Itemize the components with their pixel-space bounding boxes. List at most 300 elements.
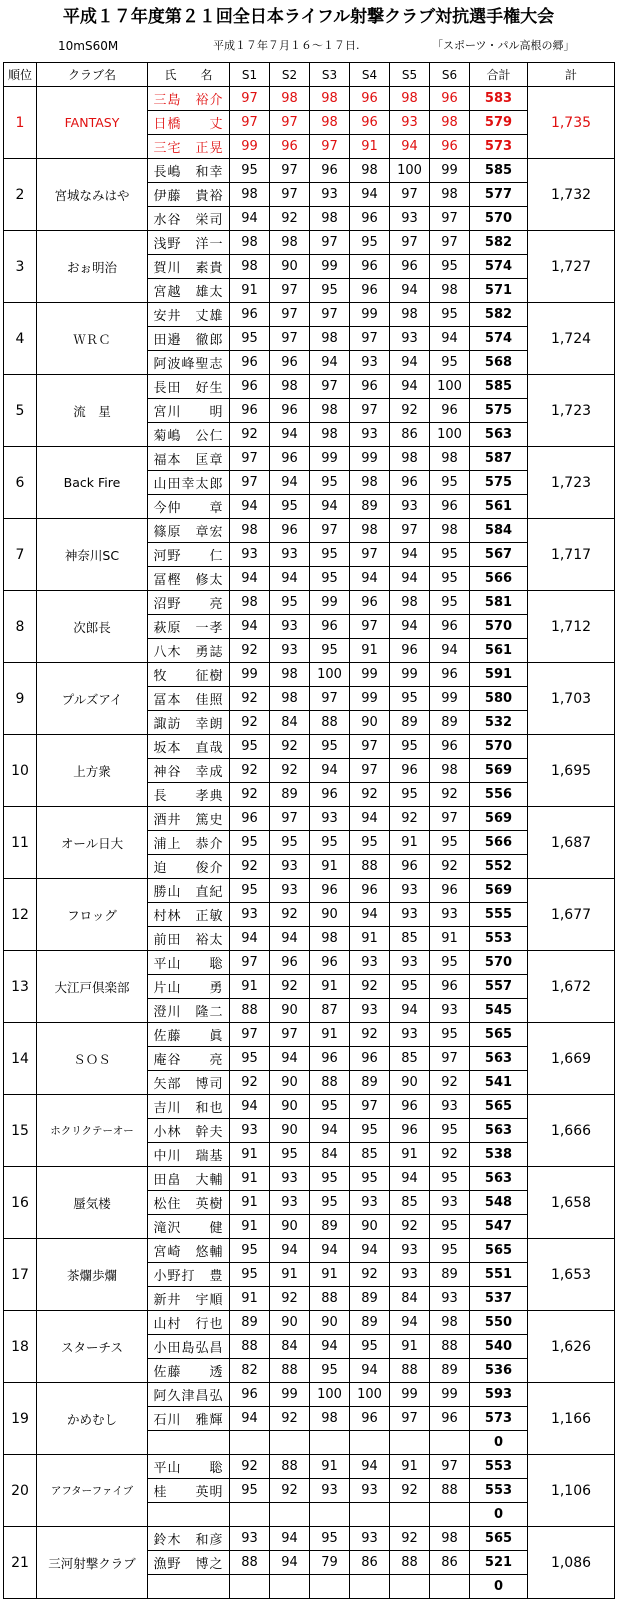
score-s3-cell: 95 (310, 1167, 350, 1191)
player-name-cell: 沼野 亮 (148, 591, 230, 615)
club-name-cell: 次郎長 (37, 591, 148, 663)
score-s4-cell: 94 (350, 183, 390, 207)
score-s5-cell (390, 1503, 430, 1527)
score-s5-cell: 94 (390, 279, 430, 303)
header-total: 合計 (470, 63, 528, 87)
table-row (4, 1311, 615, 1335)
score-s5-cell: 94 (390, 1311, 430, 1335)
score-s5-cell: 93 (390, 111, 430, 135)
score-s5-cell: 91 (390, 1455, 430, 1479)
rank-cell: 2 (4, 159, 37, 231)
club-name-cell: 蜃気楼 (37, 1167, 148, 1239)
score-s3-cell: 96 (310, 879, 350, 903)
player-total-cell: 574 (470, 255, 528, 279)
score-s6-cell: 93 (430, 1191, 470, 1215)
score-s6-cell: 95 (430, 351, 470, 375)
club-name-cell: 宮城なみはや (37, 159, 148, 231)
club-name-cell: ホクリクテーオー (37, 1095, 148, 1167)
player-name-cell: 桂 英明 (148, 1479, 230, 1503)
score-s3-cell: 98 (310, 927, 350, 951)
score-s5-cell: 97 (390, 1407, 430, 1431)
score-s1-cell: 98 (230, 231, 270, 255)
score-s4-cell: 95 (350, 231, 390, 255)
score-s1-cell: 91 (230, 1191, 270, 1215)
score-s1-cell (230, 1503, 270, 1527)
club-grand-total-cell: 1,653 (528, 1239, 615, 1311)
player-name-cell: 前田 裕太 (148, 927, 230, 951)
score-s1-cell: 92 (230, 423, 270, 447)
score-s1-cell: 97 (230, 471, 270, 495)
score-s1-cell: 91 (230, 279, 270, 303)
score-s1-cell: 95 (230, 327, 270, 351)
score-s3-cell: 97 (310, 375, 350, 399)
score-s3-cell: 79 (310, 1551, 350, 1575)
score-s4-cell: 97 (350, 759, 390, 783)
score-s1-cell: 98 (230, 255, 270, 279)
player-total-cell: 563 (470, 1167, 528, 1191)
score-s1-cell: 92 (230, 855, 270, 879)
score-s3-cell: 90 (310, 1311, 350, 1335)
score-s3-cell: 96 (310, 951, 350, 975)
club-name-cell: FANTASY (37, 87, 148, 159)
score-s2-cell: 95 (270, 1143, 310, 1167)
score-s1-cell: 97 (230, 951, 270, 975)
score-s3-cell: 98 (310, 111, 350, 135)
score-s6-cell: 98 (430, 1311, 470, 1335)
score-s1-cell: 95 (230, 831, 270, 855)
player-name-cell: 冨樫 修太 (148, 567, 230, 591)
score-s4-cell: 89 (350, 495, 390, 519)
score-s1-cell: 94 (230, 615, 270, 639)
score-s1-cell (230, 1431, 270, 1455)
score-s6-cell: 97 (430, 1047, 470, 1071)
player-total-cell: 553 (470, 927, 528, 951)
score-s1-cell: 92 (230, 639, 270, 663)
score-s3-cell: 91 (310, 975, 350, 999)
score-s2-cell: 90 (270, 1215, 310, 1239)
score-s1-cell: 96 (230, 375, 270, 399)
score-s6-cell: 96 (430, 735, 470, 759)
rank-cell: 12 (4, 879, 37, 951)
score-s6-cell: 89 (430, 711, 470, 735)
score-s2-cell: 92 (270, 1287, 310, 1311)
club-grand-total-cell: 1,687 (528, 807, 615, 879)
score-s4-cell: 94 (350, 567, 390, 591)
score-s3-cell: 93 (310, 807, 350, 831)
header-club: クラブ名 (37, 63, 148, 87)
score-s1-cell: 88 (230, 1551, 270, 1575)
score-s3-cell: 95 (310, 471, 350, 495)
score-s4-cell: 95 (350, 1335, 390, 1359)
club-grand-total-cell: 1,717 (528, 519, 615, 591)
table-row (4, 375, 615, 399)
score-s5-cell: 96 (390, 255, 430, 279)
score-s4-cell (350, 1503, 390, 1527)
score-s6-cell: 96 (430, 615, 470, 639)
score-s3-cell: 89 (310, 1215, 350, 1239)
score-s2-cell: 93 (270, 543, 310, 567)
score-s4-cell: 99 (350, 687, 390, 711)
score-s2-cell: 93 (270, 855, 310, 879)
rank-cell: 14 (4, 1023, 37, 1095)
club-name-cell: アフターファイブ (37, 1455, 148, 1527)
score-s5-cell: 85 (390, 1191, 430, 1215)
score-s3-cell: 88 (310, 711, 350, 735)
score-s1-cell: 99 (230, 135, 270, 159)
score-s1-cell: 92 (230, 687, 270, 711)
table-row (4, 1239, 615, 1263)
table-row (4, 1527, 615, 1551)
player-name-cell: 浅野 洋一 (148, 231, 230, 255)
rank-cell: 1 (4, 87, 37, 159)
score-s1-cell: 98 (230, 183, 270, 207)
score-s5-cell: 89 (390, 711, 430, 735)
score-s3-cell: 95 (310, 1527, 350, 1551)
player-total-cell: 575 (470, 471, 528, 495)
player-name-cell: 田畠 大輔 (148, 1167, 230, 1191)
score-s6-cell: 96 (430, 879, 470, 903)
score-s5-cell: 96 (390, 759, 430, 783)
player-name-cell: 平山 聡 (148, 1455, 230, 1479)
player-name-cell: 萩原 一孝 (148, 615, 230, 639)
event-dates: 平成１７年７月１６～１７日. (213, 39, 360, 52)
score-s3-cell: 88 (310, 1287, 350, 1311)
rank-cell: 3 (4, 231, 37, 303)
score-s3-cell: 95 (310, 1359, 350, 1383)
score-s4-cell: 96 (350, 1407, 390, 1431)
score-s4-cell: 91 (350, 639, 390, 663)
score-s1-cell: 91 (230, 1167, 270, 1191)
score-s2-cell: 98 (270, 231, 310, 255)
score-s1-cell: 92 (230, 1071, 270, 1095)
score-s4-cell: 92 (350, 783, 390, 807)
score-s5-cell: 86 (390, 423, 430, 447)
player-name-cell: 牧 征樹 (148, 663, 230, 687)
club-grand-total-cell: 1,723 (528, 375, 615, 447)
score-s3-cell: 84 (310, 1143, 350, 1167)
player-total-cell: 555 (470, 903, 528, 927)
score-s3-cell: 94 (310, 1119, 350, 1143)
score-s2-cell: 90 (270, 1119, 310, 1143)
player-total-cell: 566 (470, 567, 528, 591)
score-s4-cell: 96 (350, 255, 390, 279)
score-s3-cell: 97 (310, 231, 350, 255)
player-name-cell: 篠原 章宏 (148, 519, 230, 543)
header-grand: 計 (528, 63, 615, 87)
header-row (4, 63, 615, 87)
score-s5-cell: 98 (390, 303, 430, 327)
score-s2-cell: 93 (270, 879, 310, 903)
club-grand-total-cell: 1,672 (528, 951, 615, 1023)
club-name-cell: ＷＲＣ (37, 303, 148, 375)
club-name-cell: 茶爛歩爛 (37, 1239, 148, 1311)
score-s3-cell: 96 (310, 1047, 350, 1071)
score-s5-cell: 93 (390, 1239, 430, 1263)
score-s6-cell: 100 (430, 423, 470, 447)
score-s5-cell: 94 (390, 351, 430, 375)
score-s5-cell: 91 (390, 831, 430, 855)
score-s1-cell: 95 (230, 1239, 270, 1263)
score-s2-cell (270, 1575, 310, 1599)
score-s4-cell: 99 (350, 447, 390, 471)
score-s2-cell: 94 (270, 1047, 310, 1071)
score-s2-cell: 92 (270, 759, 310, 783)
club-name-cell: Back Fire (37, 447, 148, 519)
score-s2-cell: 94 (270, 1551, 310, 1575)
score-s3-cell: 95 (310, 279, 350, 303)
score-s4-cell: 92 (350, 1263, 390, 1287)
score-s5-cell: 96 (390, 1095, 430, 1119)
score-s2-cell: 97 (270, 159, 310, 183)
player-name-cell: 浦上 恭介 (148, 831, 230, 855)
player-name-cell: 酒井 篤史 (148, 807, 230, 831)
table-row (4, 87, 615, 111)
club-name-cell: おぉ明治 (37, 231, 148, 303)
score-s6-cell: 94 (430, 327, 470, 351)
player-name-cell: 小野打 豊 (148, 1263, 230, 1287)
score-s4-cell: 97 (350, 735, 390, 759)
score-s4-cell: 92 (350, 1023, 390, 1047)
score-s4-cell: 86 (350, 1551, 390, 1575)
player-total-cell: 585 (470, 159, 528, 183)
club-grand-total-cell: 1,703 (528, 663, 615, 735)
score-s3-cell: 94 (310, 759, 350, 783)
score-s3-cell: 98 (310, 87, 350, 111)
player-total-cell: 584 (470, 519, 528, 543)
score-s5-cell: 96 (390, 1119, 430, 1143)
table-row (4, 1383, 615, 1407)
score-s4-cell: 85 (350, 1143, 390, 1167)
player-name-cell: 冨本 佳照 (148, 687, 230, 711)
event-label: 10mS60M (58, 39, 119, 53)
player-name-cell: 佐藤 眞 (148, 1023, 230, 1047)
score-s6-cell: 93 (430, 999, 470, 1023)
player-total-cell: 577 (470, 183, 528, 207)
club-name-cell: スターチス (37, 1311, 148, 1383)
score-s4-cell: 98 (350, 159, 390, 183)
player-total-cell: 574 (470, 327, 528, 351)
player-total-cell: 556 (470, 783, 528, 807)
score-s2-cell: 88 (270, 1455, 310, 1479)
player-total-cell: 547 (470, 1215, 528, 1239)
player-total-cell: 563 (470, 1047, 528, 1071)
player-total-cell: 550 (470, 1311, 528, 1335)
score-s1-cell: 88 (230, 1335, 270, 1359)
score-s4-cell: 93 (350, 1479, 390, 1503)
score-s1-cell: 88 (230, 999, 270, 1023)
score-s6-cell: 95 (430, 1215, 470, 1239)
player-total-cell: 573 (470, 1407, 528, 1431)
player-name-cell: 日橋 丈 (148, 111, 230, 135)
score-s4-cell: 89 (350, 1071, 390, 1095)
score-s3-cell (310, 1503, 350, 1527)
score-s6-cell: 94 (430, 639, 470, 663)
score-s2-cell: 90 (270, 255, 310, 279)
score-s4-cell: 91 (350, 135, 390, 159)
score-s1-cell: 97 (230, 111, 270, 135)
page-title: 平成１７年度第２１回全日本ライフル射撃クラブ対抗選手権大会 (62, 7, 555, 27)
score-s6-cell: 98 (430, 279, 470, 303)
score-s5-cell: 88 (390, 1359, 430, 1383)
score-s1-cell: 94 (230, 1095, 270, 1119)
club-grand-total-cell: 1,724 (528, 303, 615, 375)
club-grand-total-cell: 1,695 (528, 735, 615, 807)
player-name-cell: 宮崎 悠輔 (148, 1239, 230, 1263)
score-s4-cell: 93 (350, 351, 390, 375)
player-total-cell: 573 (470, 135, 528, 159)
score-s2-cell: 94 (270, 471, 310, 495)
score-s3-cell: 97 (310, 687, 350, 711)
score-s5-cell: 95 (390, 735, 430, 759)
player-name-cell: 長 孝典 (148, 783, 230, 807)
score-s5-cell: 94 (390, 615, 430, 639)
score-s4-cell: 89 (350, 1311, 390, 1335)
score-s6-cell: 88 (430, 1335, 470, 1359)
score-s6-cell: 92 (430, 783, 470, 807)
score-s2-cell: 97 (270, 111, 310, 135)
player-name-cell: 平山 聡 (148, 951, 230, 975)
score-s5-cell: 92 (390, 399, 430, 423)
player-total-cell: 582 (470, 231, 528, 255)
score-s2-cell: 97 (270, 1023, 310, 1047)
score-s4-cell: 96 (350, 87, 390, 111)
score-s6-cell: 97 (430, 1455, 470, 1479)
rank-cell: 20 (4, 1455, 37, 1527)
player-total-cell: 537 (470, 1287, 528, 1311)
score-s1-cell: 91 (230, 1287, 270, 1311)
score-s2-cell: 98 (270, 687, 310, 711)
score-s3-cell: 91 (310, 1263, 350, 1287)
score-s1-cell: 93 (230, 1527, 270, 1551)
header-s1: S1 (230, 63, 270, 87)
score-s3-cell: 95 (310, 543, 350, 567)
player-total-cell: 565 (470, 1527, 528, 1551)
player-name-cell: 河野 仁 (148, 543, 230, 567)
score-s5-cell: 95 (390, 783, 430, 807)
score-s6-cell: 89 (430, 1359, 470, 1383)
rank-cell: 10 (4, 735, 37, 807)
rank-cell: 5 (4, 375, 37, 447)
score-s5-cell: 93 (390, 1263, 430, 1287)
score-s3-cell: 98 (310, 327, 350, 351)
club-name-cell: ＳＯＳ (37, 1023, 148, 1095)
score-s1-cell: 94 (230, 1407, 270, 1431)
score-s4-cell: 94 (350, 1239, 390, 1263)
player-total-cell: 561 (470, 495, 528, 519)
score-s2-cell (270, 1503, 310, 1527)
score-s2-cell: 93 (270, 1167, 310, 1191)
club-grand-total-cell: 1,723 (528, 447, 615, 519)
score-s4-cell: 96 (350, 207, 390, 231)
score-s6-cell: 96 (430, 663, 470, 687)
score-s1-cell: 96 (230, 399, 270, 423)
table-row (4, 1455, 615, 1479)
score-s5-cell: 96 (390, 855, 430, 879)
score-s6-cell: 92 (430, 1143, 470, 1167)
score-s3-cell: 91 (310, 855, 350, 879)
score-s4-cell: 97 (350, 543, 390, 567)
score-s2-cell: 97 (270, 327, 310, 351)
score-s5-cell: 93 (390, 207, 430, 231)
club-name-cell: 神奈川SC (37, 519, 148, 591)
player-total-cell: 0 (470, 1575, 528, 1599)
player-total-cell: 570 (470, 615, 528, 639)
player-total-cell: 553 (470, 1455, 528, 1479)
player-name-cell: 賀川 素貴 (148, 255, 230, 279)
score-s4-cell: 95 (350, 831, 390, 855)
player-name-cell: 田邉 徹郎 (148, 327, 230, 351)
player-name-cell: 伊藤 貴裕 (148, 183, 230, 207)
score-s1-cell: 94 (230, 495, 270, 519)
score-s6-cell (430, 1503, 470, 1527)
rank-cell: 19 (4, 1383, 37, 1455)
score-s6-cell: 99 (430, 687, 470, 711)
score-s2-cell: 96 (270, 399, 310, 423)
rank-cell: 4 (4, 303, 37, 375)
score-s4-cell: 89 (350, 1287, 390, 1311)
score-s5-cell: 92 (390, 1479, 430, 1503)
player-name-cell: 石川 雅輝 (148, 1407, 230, 1431)
score-s4-cell: 93 (350, 951, 390, 975)
header-rank: 順位 (4, 63, 37, 87)
rank-cell: 21 (4, 1527, 37, 1599)
player-total-cell: 548 (470, 1191, 528, 1215)
player-name-cell: 今仲 章 (148, 495, 230, 519)
rank-cell: 8 (4, 591, 37, 663)
score-s6-cell: 98 (430, 183, 470, 207)
header-s4: S4 (350, 63, 390, 87)
player-total-cell: 570 (470, 951, 528, 975)
score-s2-cell: 91 (270, 1263, 310, 1287)
player-name-cell: 迫 俊介 (148, 855, 230, 879)
score-s3-cell: 95 (310, 735, 350, 759)
player-name-cell (148, 1575, 230, 1599)
player-total-cell: 565 (470, 1023, 528, 1047)
player-name-cell: 勝山 直紀 (148, 879, 230, 903)
club-grand-total-cell: 1,735 (528, 87, 615, 159)
score-s1-cell: 93 (230, 1119, 270, 1143)
score-s4-cell: 96 (350, 111, 390, 135)
player-name-cell: 村林 正敏 (148, 903, 230, 927)
score-s4-cell: 94 (350, 903, 390, 927)
score-s2-cell: 94 (270, 1527, 310, 1551)
score-s3-cell: 100 (310, 663, 350, 687)
score-s6-cell: 93 (430, 1287, 470, 1311)
player-total-cell: 538 (470, 1143, 528, 1167)
player-total-cell: 568 (470, 351, 528, 375)
score-s3-cell (310, 1431, 350, 1455)
score-s3-cell (310, 1575, 350, 1599)
score-s5-cell: 97 (390, 231, 430, 255)
score-s4-cell: 94 (350, 1359, 390, 1383)
score-s2-cell: 97 (270, 303, 310, 327)
score-s3-cell: 98 (310, 207, 350, 231)
score-s1-cell (230, 1575, 270, 1599)
score-s1-cell: 95 (230, 1047, 270, 1071)
score-s4-cell: 97 (350, 615, 390, 639)
player-name-cell: 安井 丈雄 (148, 303, 230, 327)
player-name-cell: 澄川 隆二 (148, 999, 230, 1023)
table-row (4, 159, 615, 183)
score-s3-cell: 95 (310, 1095, 350, 1119)
score-s6-cell: 99 (430, 159, 470, 183)
score-s3-cell: 99 (310, 447, 350, 471)
score-s5-cell: 99 (390, 1383, 430, 1407)
score-s4-cell: 94 (350, 807, 390, 831)
score-s1-cell: 97 (230, 447, 270, 471)
player-total-cell: 581 (470, 591, 528, 615)
score-s2-cell: 97 (270, 807, 310, 831)
